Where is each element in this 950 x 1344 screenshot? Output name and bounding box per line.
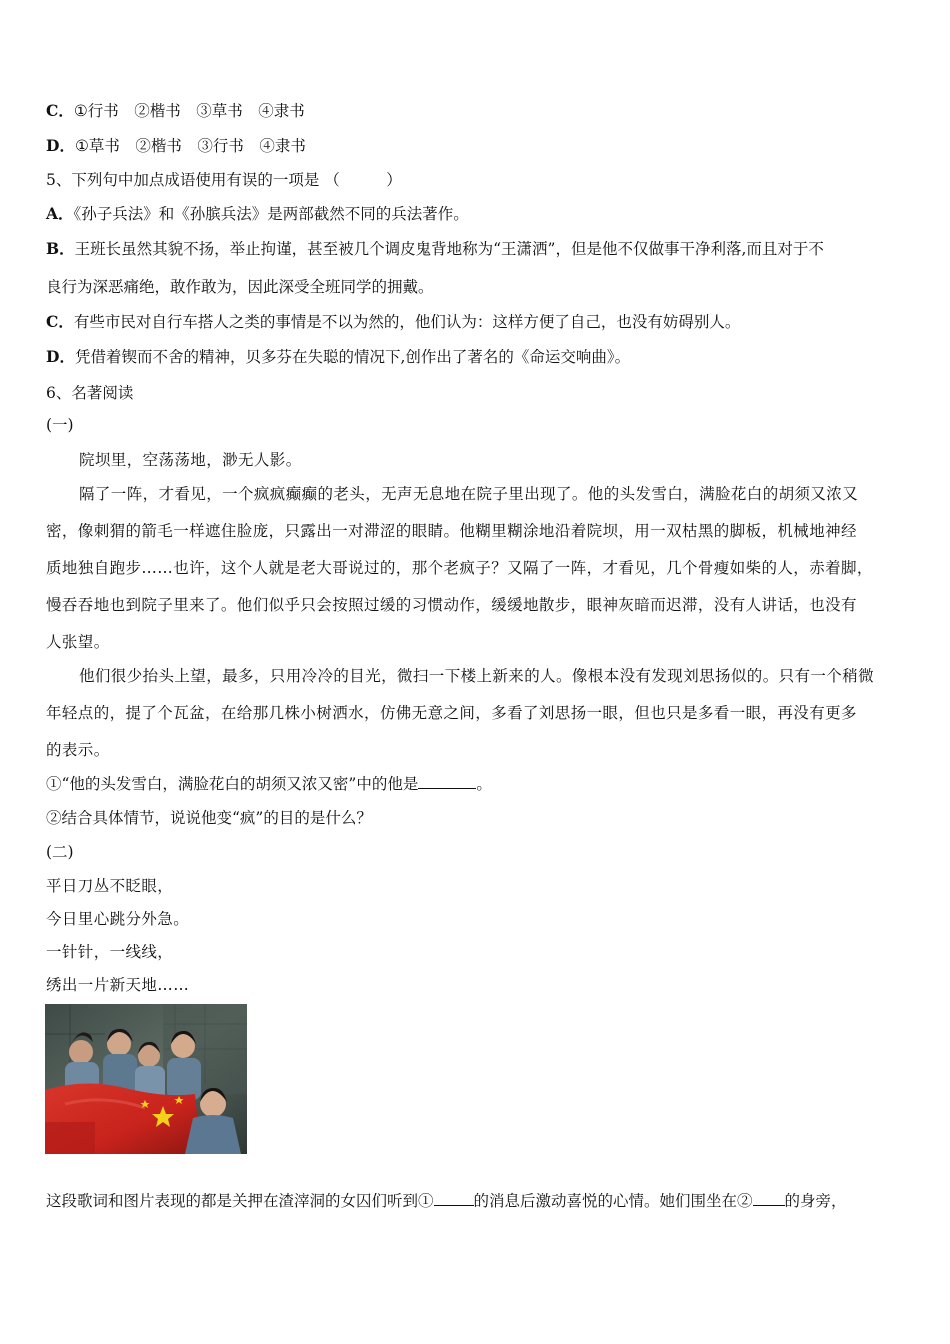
option-letter: D． (46, 347, 75, 366)
passage-line: 年轻点的，提了个瓦盆，在给那几株小树洒水，仿佛无意之间，多看了刘思扬一眼，但也只是多看一眼，再没有更多 (46, 704, 857, 722)
text-segment: 这段歌词和图片表现的都是关押在渣滓洞的女囚们听到① (46, 1192, 434, 1210)
q5-stem: 5、下列句中加点成语使用有误的一项是 （ ） (46, 171, 402, 189)
text-segment: 的身旁， (784, 1192, 847, 1210)
q6-stem: 6、名著阅读 (46, 384, 134, 402)
passage-line: 密，像刺猬的箭毛一样遮住脸庞，只露出一对滞涩的眼睛。他糊里糊涂地沿着院坝，用一双枯黑的脚板，机械地神经 (46, 522, 857, 540)
lyric-line: 今日里心跳分外急。 (46, 910, 190, 928)
lyric-line: 一针针，一线线， (46, 943, 174, 961)
passage-line: 质地独自跑步……也许，这个人就是老大哥说过的，那个老疯子？又隔了一阵，才看见，几个骨瘦如柴的人，赤着脚， (46, 559, 873, 577)
embroidering-flag-photo (45, 1004, 247, 1154)
option-letter: B． (46, 239, 75, 258)
option-letter: C． (46, 312, 74, 331)
answer-blank[interactable] (418, 788, 476, 789)
option-letter: D． (46, 136, 75, 155)
option-letter: A． (46, 204, 74, 223)
passage-line: 隔了一阵，才看见，一个疯疯癫癫的老头，无声无息地在院子里出现了。他的头发雪白，满脸花白的胡须又浓又 (79, 485, 859, 503)
q5-option-b (46, 239, 912, 259)
passage-line: 人张望。 (46, 633, 110, 651)
q6-subquestion-1 (46, 774, 912, 794)
question-text: ①“他的头发雪白，满脸花白的胡须又浓又密”中的他是 (46, 775, 419, 793)
option-text: 有些市民对自行车搭人之类的事情是不以为然的，他们认为：这样方便了自己，也没有妨碍别人。 (73, 313, 741, 331)
option-text: 王班长虽然其貌不扬，举止拘谨，甚至被几个调皮鬼背地称为“王潇洒”，但是他不仅做事干净利落,而且对于不 (74, 240, 824, 258)
q5-option-a (46, 204, 912, 224)
q5-option-b-cont: 良行为深恶痛绝，敢作敢为，因此深受全班同学的拥戴。 (46, 278, 434, 296)
option-text: 《孙子兵法》和《孙膑兵法》是两部截然不同的兵法著作。 (73, 205, 469, 223)
option-text: ①行书 ②楷书 ③草书 ④隶书 (73, 102, 305, 120)
option-text: 凭借着锲而不舍的精神，贝多芬在失聪的情况下,创作出了著名的《命运交响曲》。 (74, 348, 631, 366)
lyric-line: 平日刀丛不眨眼， (46, 877, 174, 895)
passage-line: 他们很少抬头上望，最多，只用冷冷的目光，微扫一下楼上新来的人。像根本没有发现刘思扬似的。只有一个稍微 (79, 667, 875, 685)
q4-option-d (46, 136, 912, 156)
part2-label: (二) (46, 843, 74, 861)
passage-line: 的表示。 (46, 741, 110, 759)
lyric-line: 绣出一片新天地…… (46, 976, 190, 994)
answer-blank[interactable] (434, 1205, 474, 1206)
q4-option-c (46, 101, 912, 121)
passage-line: 院坝里，空荡荡地，渺无人影。 (79, 451, 302, 469)
part1-label: (一) (46, 416, 74, 434)
answer-blank[interactable] (753, 1205, 785, 1206)
text-segment: 的消息后激动喜悦的心情。她们围坐在② (473, 1192, 753, 1210)
question-text: 。 (476, 775, 492, 793)
q5-option-c (46, 312, 912, 332)
q5-option-d (46, 347, 912, 367)
option-letter: C． (46, 101, 74, 120)
q6-subquestion-2: ②结合具体情节，说说他变“疯”的目的是什么？ (46, 809, 372, 827)
option-text: ①草书 ②楷书 ③行书 ④隶书 (74, 137, 306, 155)
passage-line: 慢吞吞地也到院子里来了。他们似乎只会按照过缓的习惯动作，缓缓地散步，眼神灰暗而迟滞，没有人讲话，也没有 (46, 596, 857, 614)
bottom-fill-in-text (46, 1191, 912, 1211)
